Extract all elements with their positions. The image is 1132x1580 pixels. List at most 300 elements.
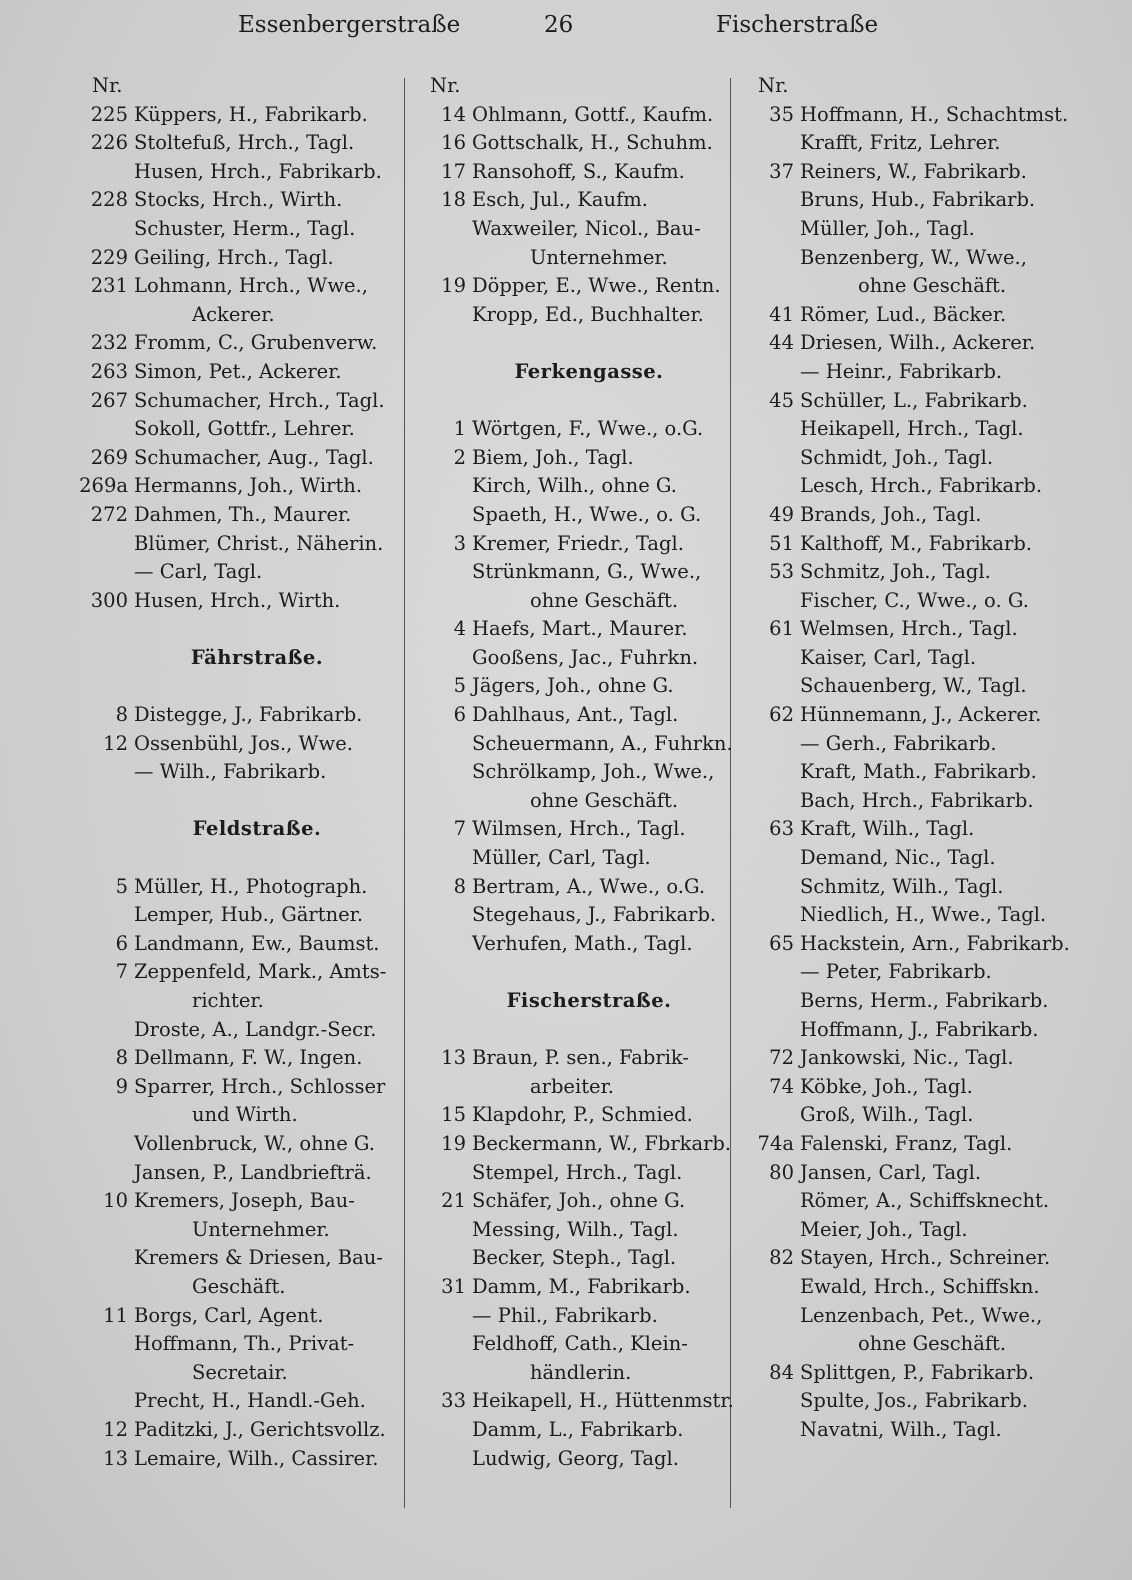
resident-text: Feldhoff, Cath., Klein- [472, 1332, 688, 1356]
directory-entry [410, 1101, 728, 1130]
column-divider-1 [404, 78, 405, 1508]
resident-text: Heikapell, H., Hüttenmstr. [472, 1389, 734, 1413]
house-number: 5 [453, 674, 466, 698]
house-number: 6 [115, 931, 128, 955]
resident-text: Jansen, Carl, Tagl. [800, 1160, 982, 1184]
directory-entry [72, 587, 402, 616]
resident-text: Fromm, C., Grubenverw. [134, 331, 378, 355]
resident-text: Demand, Nic., Tagl. [800, 846, 996, 870]
resident-text: Ackerer. [192, 302, 275, 326]
house-number: 35 [769, 102, 794, 126]
directory-entry [72, 186, 402, 215]
house-number: 10 [103, 1189, 128, 1213]
resident-text: Sokoll, Gottfr., Lehrer. [134, 417, 355, 441]
resident-text: Simon, Pet., Ackerer. [134, 359, 342, 383]
directory-entry [410, 1273, 728, 1302]
house-number: 267 [90, 388, 128, 412]
resident-text: Precht, H., Handl.-Geh. [134, 1389, 366, 1413]
resident-text: Kalthoff, M., Fabrikarb. [800, 531, 1033, 555]
house-number: 272 [90, 502, 128, 526]
resident-text: Haefs, Mart., Maurer. [472, 617, 688, 641]
resident-text: arbeiter. [530, 1074, 614, 1098]
resident-text: — Heinr., Fabrikarb. [800, 359, 1003, 383]
directory-entry [72, 1187, 402, 1216]
directory-entry [72, 444, 402, 473]
resident-text: richter. [192, 989, 264, 1012]
directory-entry [738, 1330, 1068, 1359]
street-heading-text: Feldstraße. [192, 817, 322, 841]
house-number: 9 [115, 1074, 128, 1098]
directory-entry [738, 1216, 1068, 1245]
house-number: 80 [769, 1160, 794, 1184]
directory-entry [72, 158, 402, 187]
directory-entry [72, 415, 402, 444]
resident-text: und Wirth. [192, 1103, 298, 1127]
directory-entry [410, 244, 728, 273]
directory-entry [738, 1359, 1068, 1388]
directory-entry [72, 1073, 402, 1102]
house-number: 1 [453, 417, 466, 441]
resident-text: Klapdohr, P., Schmied. [472, 1103, 693, 1127]
directory-entry [738, 1416, 1068, 1445]
directory-entry [72, 358, 402, 387]
house-number: 5 [115, 874, 128, 898]
number-column-label: Nr. [92, 74, 123, 97]
street-heading-text: Fischerstraße. [506, 989, 672, 1012]
house-number: 84 [769, 1360, 794, 1384]
resident-text: Paditzki, J., Gerichtsvollz. [134, 1417, 386, 1441]
directory-entry [72, 730, 402, 759]
directory-entry [72, 329, 402, 358]
directory-entry [72, 1330, 402, 1359]
house-number: 49 [769, 502, 794, 526]
directory-entry [72, 1216, 402, 1245]
resident-text: Biem, Joh., Tagl. [472, 445, 634, 469]
spacer [72, 844, 402, 873]
page-header [0, 12, 1132, 52]
resident-text: Dellmann, F. W., Ingen. [134, 1046, 363, 1070]
resident-text: Waxweiler, Nicol., Bau- [472, 216, 701, 240]
resident-text: — Phil., Fabrikarb. [472, 1303, 658, 1327]
resident-text: Schumacher, Aug., Tagl. [134, 445, 374, 469]
number-column-label: Nr. [758, 74, 789, 97]
house-number: 62 [769, 703, 794, 727]
house-number: 21 [441, 1189, 466, 1213]
resident-text: Husen, Hrch., Fabrikarb. [134, 159, 382, 183]
resident-text: Müller, Joh., Tagl. [800, 216, 975, 240]
house-number: 65 [769, 931, 794, 955]
directory-entry [410, 1044, 728, 1073]
resident-text: — Carl, Tagl. [134, 560, 263, 584]
house-number: 37 [769, 159, 794, 183]
column-divider-2 [730, 78, 731, 1508]
house-number: 8 [115, 1046, 128, 1070]
resident-text: Jansen, P., Landbriefträ. [134, 1160, 372, 1184]
directory-entry [72, 215, 402, 244]
resident-text: Schüller, L., Fabrikarb. [800, 388, 1028, 412]
house-number: 3 [453, 531, 466, 555]
directory-entry [72, 1445, 402, 1474]
directory-entry [410, 1244, 728, 1273]
resident-text: Stoltefuß, Hrch., Tagl. [134, 131, 355, 155]
house-number: 12 [103, 1417, 128, 1441]
resident-text: Köbke, Joh., Tagl. [800, 1074, 973, 1098]
resident-text: Splittgen, P., Fabrikarb. [800, 1360, 1035, 1384]
resident-text: Damm, L., Fabrikarb. [472, 1417, 684, 1441]
resident-text: Sparrer, Hrch., Schlosser [134, 1074, 386, 1098]
resident-text: Schmidt, Joh., Tagl. [800, 445, 994, 469]
directory-entry [738, 472, 1068, 501]
directory-entry [738, 873, 1068, 902]
directory-entry [410, 215, 728, 244]
resident-text: Messing, Wilh., Tagl. [472, 1217, 679, 1241]
house-number: 31 [441, 1274, 466, 1298]
directory-entry [738, 1302, 1068, 1331]
resident-text: Stegehaus, J., Fabrikarb. [472, 903, 717, 927]
directory-entry [738, 530, 1068, 559]
resident-text: Römer, Lud., Bäcker. [800, 302, 1007, 326]
directory-entry [738, 787, 1068, 816]
directory-entry [72, 244, 402, 273]
directory-entry [410, 158, 728, 187]
directory-entry [738, 701, 1068, 730]
directory-entry [410, 701, 728, 730]
house-number: 33 [441, 1389, 466, 1413]
resident-text: Hoffmann, H., Schachtmst. [800, 102, 1069, 126]
street-heading [410, 358, 728, 387]
directory-entry [72, 1244, 402, 1273]
resident-text: Kremer, Friedr., Tagl. [472, 531, 684, 555]
resident-text: Welmsen, Hrch., Tagl. [800, 617, 1018, 641]
resident-text: Fischer, C., Wwe., o. G. [800, 588, 1029, 612]
resident-text: Schäfer, Joh., ohne G. [472, 1189, 686, 1213]
directory-entry [72, 501, 402, 530]
directory-entry [738, 158, 1068, 187]
spacer [410, 329, 728, 358]
directory-entry [72, 1159, 402, 1188]
directory-entry [410, 1445, 728, 1474]
resident-text: Jankowski, Nic., Tagl. [800, 1046, 1014, 1070]
resident-text: Hünnemann, J., Ackerer. [800, 703, 1042, 727]
resident-text: Geschäft. [192, 1274, 286, 1298]
house-number: 231 [90, 274, 128, 298]
resident-text: Strünkmann, G., Wwe., [472, 560, 702, 584]
directory-entry [738, 186, 1068, 215]
directory-entry [72, 958, 402, 987]
resident-text: Dahlhaus, Ant., Tagl. [472, 703, 679, 727]
resident-text: Bruns, Hub., Fabrikarb. [800, 188, 1036, 212]
house-number: 45 [769, 388, 794, 412]
resident-text: Esch, Jul., Kaufm. [472, 188, 648, 212]
directory-entry [410, 615, 728, 644]
street-heading [410, 987, 728, 1016]
resident-text: Lohmann, Hrch., Wwe., [134, 274, 368, 298]
directory-entry [72, 129, 402, 158]
house-number: 226 [90, 131, 128, 155]
column-2 [410, 72, 734, 1473]
directory-entry [738, 129, 1068, 158]
resident-text: Braun, P. sen., Fabrik- [472, 1046, 689, 1070]
street-heading [72, 644, 402, 673]
resident-text: Lenzenbach, Pet., Wwe., [800, 1303, 1043, 1327]
house-number: 16 [441, 131, 466, 155]
resident-text: Geiling, Hrch., Tagl. [134, 245, 334, 269]
resident-text: Navatni, Wilh., Tagl. [800, 1417, 1002, 1441]
directory-entry [738, 1244, 1068, 1273]
directory-entry [72, 1302, 402, 1331]
directory-entry [738, 930, 1068, 959]
directory-entry [72, 1101, 402, 1130]
directory-entry [410, 501, 728, 530]
resident-text: Kremers & Driesen, Bau- [134, 1246, 383, 1270]
directory-entry [738, 272, 1068, 301]
resident-text: Römer, A., Schiffsknecht. [800, 1189, 1050, 1213]
resident-text: — Peter, Fabrikarb. [800, 960, 992, 984]
directory-entry [738, 387, 1068, 416]
resident-text: Ossenbühl, Jos., Wwe. [134, 731, 353, 755]
resident-text: Gooßens, Jac., Fuhrkn. [472, 645, 699, 669]
resident-text: händlerin. [530, 1360, 632, 1384]
directory-entry [738, 1044, 1068, 1073]
directory-entry [738, 672, 1068, 701]
resident-text: Driesen, Wilh., Ackerer. [800, 331, 1036, 355]
directory-entry [410, 1416, 728, 1445]
resident-text: Müller, Carl, Tagl. [472, 846, 651, 870]
resident-text: Berns, Herm., Fabrikarb. [800, 989, 1049, 1012]
resident-text: Lesch, Hrch., Fabrikarb. [800, 474, 1043, 498]
house-number: 61 [769, 617, 794, 641]
directory-entry [72, 987, 402, 1016]
resident-text: Ohlmann, Gottf., Kaufm. [472, 102, 714, 126]
resident-text: Niedlich, H., Wwe., Tagl. [800, 903, 1047, 927]
resident-text: ohne Geschäft. [858, 1332, 1007, 1356]
resident-text: Schrölkamp, Joh., Wwe., [472, 760, 715, 784]
directory-entry [410, 558, 728, 587]
resident-text: Kirch, Wilh., ohne G. [472, 474, 678, 498]
directory-entry [738, 730, 1068, 759]
directory-entry [738, 244, 1068, 273]
house-number: 19 [441, 274, 466, 298]
house-number: 14 [441, 102, 466, 126]
spacer [410, 958, 728, 987]
directory-entry [410, 730, 733, 759]
resident-text: Stempel, Hrch., Tagl. [472, 1160, 683, 1184]
directory-entry [410, 101, 728, 130]
directory-entry [410, 1302, 728, 1331]
house-number: 18 [441, 188, 466, 212]
resident-text: Husen, Hrch., Wirth. [134, 588, 341, 612]
resident-text: Groß, Wilh., Tagl. [800, 1103, 974, 1127]
house-number: 17 [441, 159, 466, 183]
street-heading-text: Fährstraße. [190, 645, 324, 669]
directory-entry [410, 815, 728, 844]
resident-text: Bertram, A., Wwe., o.G. [472, 874, 706, 898]
house-number: 53 [769, 560, 794, 584]
directory-entry [738, 758, 1068, 787]
spacer [410, 387, 728, 416]
resident-text: Kaiser, Carl, Tagl. [800, 645, 977, 669]
directory-entry [410, 587, 728, 616]
number-column-label: Nr. [430, 74, 461, 97]
resident-text: Lemaire, Wilh., Cassirer. [134, 1446, 379, 1470]
street-heading-text: Ferkengasse. [514, 359, 664, 383]
directory-entry [738, 101, 1068, 130]
directory-entry [738, 1130, 1068, 1159]
directory-entry [738, 615, 1068, 644]
directory-entry [738, 1016, 1068, 1045]
directory-entry [410, 1216, 728, 1245]
resident-text: Wörtgen, F., Wwe., o.G. [472, 417, 704, 441]
resident-text: Brands, Joh., Tagl. [800, 502, 982, 526]
house-number: 300 [90, 588, 128, 612]
resident-text: Jägers, Joh., ohne G. [472, 674, 674, 698]
resident-text: Hoffmann, Th., Privat- [134, 1332, 355, 1356]
directory-entry [72, 901, 402, 930]
directory-entry [72, 1416, 402, 1445]
directory-entry [72, 558, 402, 587]
resident-text: Verhufen, Math., Tagl. [472, 931, 693, 955]
column-3 [738, 72, 1068, 1445]
directory-entry [72, 101, 402, 130]
house-number: 232 [90, 331, 128, 355]
directory-entry [738, 587, 1068, 616]
house-number: 82 [769, 1246, 794, 1270]
resident-text: Vollenbruck, W., ohne G. [134, 1131, 376, 1155]
resident-text: ohne Geschäft. [858, 274, 1007, 298]
resident-text: Borgs, Carl, Agent. [134, 1303, 324, 1327]
header-left-street: Essenbergerstraße [238, 12, 461, 38]
directory-entry [738, 215, 1068, 244]
resident-text: Unternehmer. [192, 1217, 330, 1241]
resident-text: Blümer, Christ., Näherin. [134, 531, 384, 555]
directory-entry [738, 901, 1068, 930]
directory-entry [738, 644, 1068, 673]
directory-entry [410, 901, 728, 930]
directory-entry [72, 758, 402, 787]
house-number: 11 [103, 1303, 128, 1327]
house-number: 74a [757, 1131, 794, 1155]
resident-text: Krafft, Fritz, Lehrer. [800, 131, 1001, 155]
resident-text: Unternehmer. [530, 245, 668, 269]
resident-text: Schuster, Herm., Tagl. [134, 216, 356, 240]
house-number: 13 [103, 1446, 128, 1470]
house-number: 2 [453, 445, 466, 469]
resident-text: Distegge, J., Fabrikarb. [134, 703, 363, 727]
resident-text: Droste, A., Landgr.-Secr. [134, 1017, 377, 1041]
spacer [72, 672, 402, 701]
directory-entry [410, 415, 728, 444]
directory-entry [738, 301, 1068, 330]
resident-text: Beckermann, W., Fbrkarb. [472, 1131, 732, 1155]
directory-entry [72, 472, 402, 501]
resident-text: Kropp, Ed., Buchhalter. [472, 302, 704, 326]
house-number: 8 [115, 703, 128, 727]
house-number: 269 [90, 445, 128, 469]
directory-entry [738, 358, 1068, 387]
house-number: 19 [441, 1131, 466, 1155]
directory-entry [738, 415, 1068, 444]
spacer [72, 615, 402, 644]
house-number: 7 [453, 817, 466, 841]
spacer [410, 1016, 728, 1045]
directory-entry [738, 1101, 1068, 1130]
resident-text: Stocks, Hrch., Wirth. [134, 188, 343, 212]
house-number: 12 [103, 731, 128, 755]
house-number: 74 [769, 1074, 794, 1098]
resident-text: Hoffmann, J., Fabrikarb. [800, 1017, 1039, 1041]
resident-text: Zeppenfeld, Mark., Amts- [134, 960, 387, 984]
house-number: 225 [90, 102, 128, 126]
resident-text: — Gerh., Fabrikarb. [800, 731, 997, 755]
resident-text: Döpper, E., Wwe., Rentn. [472, 274, 721, 298]
directory-entry [738, 1073, 1068, 1102]
directory-entry [72, 701, 402, 730]
directory-entry [410, 787, 728, 816]
directory-entry [72, 530, 402, 559]
directory-entry [738, 987, 1068, 1016]
house-number: 15 [441, 1103, 466, 1127]
directory-entry [72, 1130, 402, 1159]
directory-entry [738, 815, 1068, 844]
house-number: 63 [769, 817, 794, 841]
directory-entry [72, 387, 402, 416]
directory-entry [410, 1359, 728, 1388]
resident-text: Schmitz, Wilh., Tagl. [800, 874, 1004, 898]
directory-entry [72, 1387, 402, 1416]
directory-entry [72, 930, 402, 959]
resident-text: Ewald, Hrch., Schiffskn. [800, 1274, 1040, 1298]
directory-entry [410, 272, 728, 301]
directory-entry [410, 844, 728, 873]
directory-entry [410, 930, 728, 959]
directory-entry [72, 873, 402, 902]
directory-entry [410, 758, 728, 787]
header-right-street: Fischerstraße [716, 12, 879, 38]
directory-entry [738, 1187, 1068, 1216]
resident-text: Heikapell, Hrch., Tagl. [800, 417, 1024, 441]
resident-text: Ludwig, Georg, Tagl. [472, 1446, 679, 1470]
spacer [72, 787, 402, 816]
resident-text: Lemper, Hub., Gärtner. [134, 903, 364, 927]
resident-text: Bach, Hrch., Fabrikarb. [800, 788, 1034, 812]
resident-text: Kraft, Math., Fabrikarb. [800, 760, 1037, 784]
directory-entry [410, 1130, 732, 1159]
directory-entry [738, 558, 1068, 587]
house-number: 8 [453, 874, 466, 898]
resident-text: Spulte, Jos., Fabrikarb. [800, 1389, 1028, 1413]
resident-text: Hermanns, Joh., Wirth. [134, 474, 363, 498]
directory-entry [410, 672, 728, 701]
resident-text: Becker, Steph., Tagl. [472, 1246, 677, 1270]
column-1 [72, 72, 402, 1473]
directory-entry [738, 1159, 1068, 1188]
resident-text: Kraft, Wilh., Tagl. [800, 817, 975, 841]
house-number: 51 [769, 531, 794, 555]
directory-entry [72, 1273, 402, 1302]
resident-text: ohne Geschäft. [530, 588, 679, 612]
house-number: 7 [115, 960, 128, 984]
directory-entry [738, 444, 1068, 473]
resident-text: Hackstein, Arn., Fabrikarb. [800, 931, 1070, 955]
directory-entry [410, 873, 728, 902]
house-number: 229 [90, 245, 128, 269]
resident-text: Secretair. [192, 1360, 288, 1384]
house-number: 269a [79, 474, 128, 498]
directory-entry [410, 472, 728, 501]
resident-text: ohne Geschäft. [530, 788, 679, 812]
resident-text: Spaeth, H., Wwe., o. G. [472, 502, 702, 526]
resident-text: Falenski, Franz, Tagl. [800, 1131, 1013, 1155]
